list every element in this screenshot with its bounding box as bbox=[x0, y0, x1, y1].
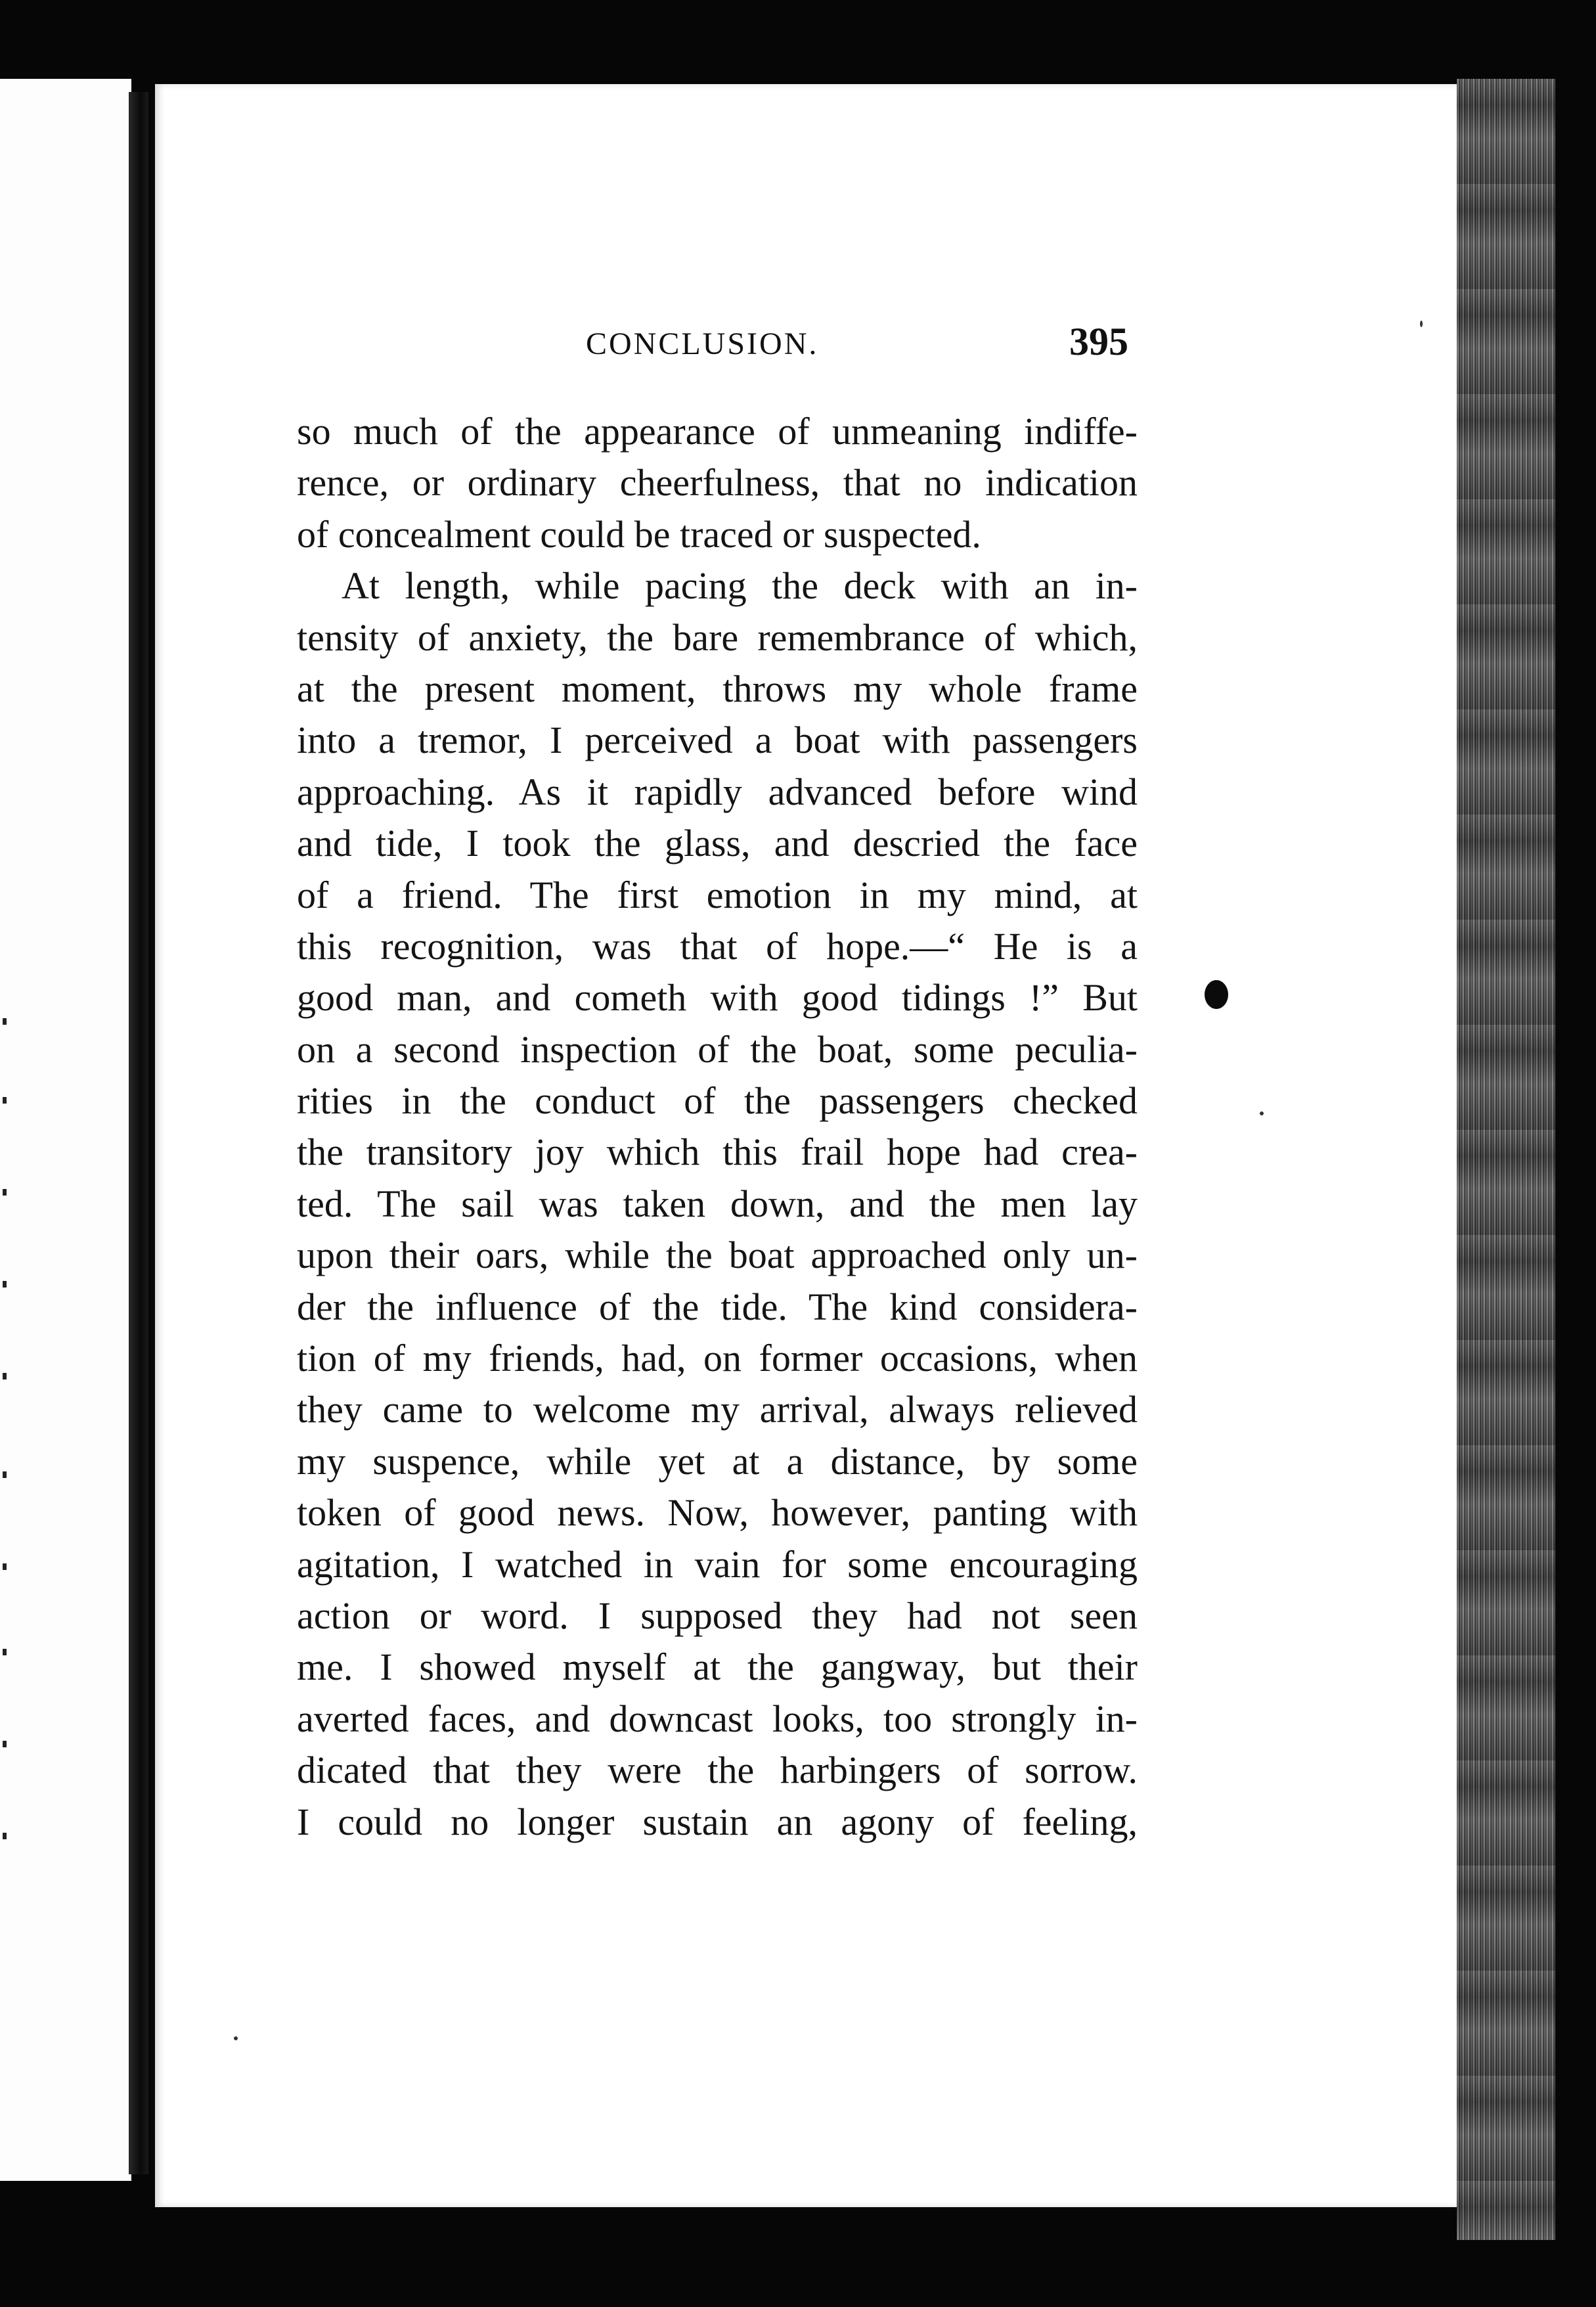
text-line: action or word. I supposed they had not seen bbox=[297, 1594, 1138, 1637]
running-title: CONCLUSION. bbox=[586, 326, 819, 361]
text-line: rence, or ordinary cheerfulness, that no indication bbox=[297, 461, 1138, 504]
speck bbox=[234, 2036, 238, 2040]
facing-page-text-fragments bbox=[0, 1018, 26, 1872]
text-line: token of good news. Now, however, panting with bbox=[297, 1491, 1138, 1534]
body-text bbox=[297, 406, 1138, 1848]
text-line: this recognition, was that of hope.—“ He is a bbox=[297, 924, 1138, 968]
page-edges-stack bbox=[1457, 79, 1555, 2240]
text-line: der the influence of the tide. The kind considera- bbox=[297, 1285, 1138, 1328]
text-line: approaching. As it rapidly advanced before wind bbox=[297, 770, 1138, 813]
text-line: of concealment could be traced or suspected. bbox=[297, 512, 981, 556]
text-line: my suspence, while yet at a distance, by some bbox=[297, 1439, 1138, 1483]
text-line: and tide, I took the glass, and descried the face bbox=[297, 822, 1138, 865]
text-line: At length, while pacing the deck with an in- bbox=[342, 564, 1138, 608]
speck bbox=[1420, 321, 1423, 327]
text-line: good man, and cometh with good tidings !” But bbox=[297, 976, 1138, 1019]
text-line: me. I showed myself at the gangway, but their bbox=[297, 1646, 1138, 1689]
text-line: of a friend. The first emotion in my mind, at bbox=[297, 873, 1138, 916]
ink-blot bbox=[1205, 980, 1228, 1009]
speck bbox=[1260, 1111, 1264, 1115]
text-line: the transitory joy which this frail hope had crea- bbox=[297, 1131, 1138, 1174]
text-line: agitation, I watched in vain for some encouraging bbox=[297, 1542, 1138, 1586]
text-line: so much of the appearance of unmeaning indiffe- bbox=[297, 410, 1138, 453]
text-line: tensity of anxiety, the bare remembrance of which, bbox=[297, 616, 1138, 659]
text-line: at the present moment, throws my whole frame bbox=[297, 667, 1138, 710]
text-line: tion of my friends, had, on former occasions, when bbox=[297, 1337, 1138, 1380]
text-line: into a tremor, I perceived a boat with passengers bbox=[297, 719, 1138, 762]
text-line: I could no longer sustain an agony of feeling, bbox=[297, 1800, 1138, 1843]
text-line: on a second inspection of the boat, some peculia- bbox=[297, 1027, 1138, 1071]
text-line: upon their oars, while the boat approached only un- bbox=[297, 1234, 1138, 1277]
page-number: 395 bbox=[1069, 320, 1128, 363]
text-line: they came to welcome my arrival, always relieved bbox=[297, 1388, 1138, 1431]
text-line: ted. The sail was taken down, and the men lay bbox=[297, 1182, 1138, 1225]
text-line: averted faces, and downcast looks, too strongly in- bbox=[297, 1697, 1138, 1740]
text-line: dicated that they were the harbingers of sorrow. bbox=[297, 1749, 1138, 1792]
text-line: rities in the conduct of the passengers checked bbox=[297, 1079, 1138, 1123]
book-gutter bbox=[129, 92, 148, 2174]
